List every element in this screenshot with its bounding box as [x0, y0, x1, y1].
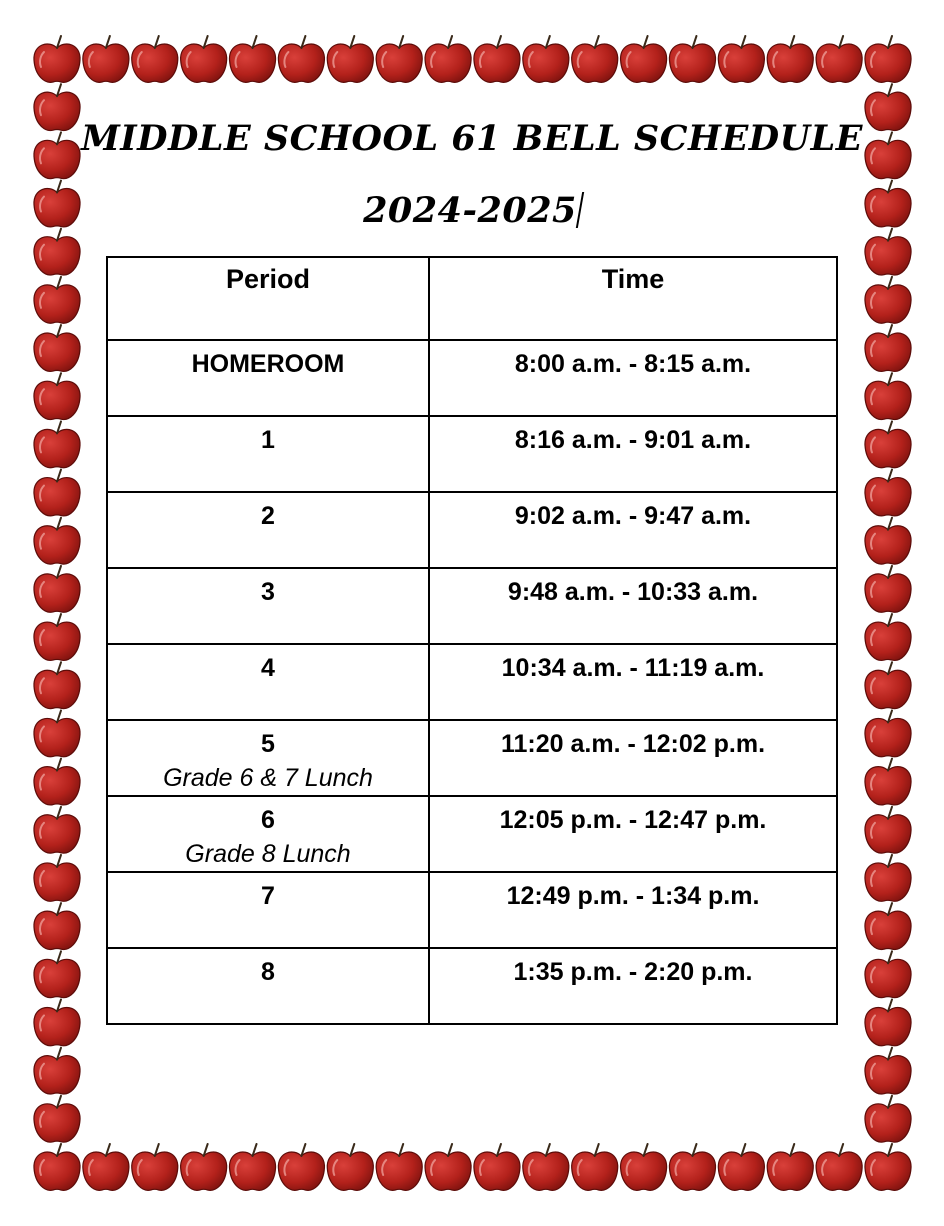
period-label: 7: [261, 882, 275, 910]
school-year: 2024-2025: [363, 190, 577, 231]
apple-icon: [865, 566, 911, 612]
period-label: 2: [261, 502, 275, 530]
apple-icon: [278, 36, 324, 82]
apple-icon: [327, 1144, 373, 1190]
table-row: [107, 492, 837, 568]
apple-icon: [132, 36, 178, 82]
time-cell: 9:02 a.m. - 9:47 a.m.: [429, 492, 837, 568]
apple-icon: [865, 1048, 911, 1094]
apple-icon: [816, 36, 862, 82]
period-cell: [107, 872, 429, 948]
text-cursor: [576, 192, 584, 228]
apple-icon: [865, 903, 911, 949]
period-label: 6: [261, 806, 275, 834]
apple-icon: [718, 36, 764, 82]
apple-icon: [34, 903, 80, 949]
apple-icon: [34, 710, 80, 756]
apple-icon: [34, 855, 80, 901]
apple-icon: [865, 421, 911, 467]
apple-icon: [34, 999, 80, 1045]
apple-icon: [474, 1144, 520, 1190]
period-label: 3: [261, 578, 275, 606]
apple-icon: [523, 36, 569, 82]
time-cell: 9:48 a.m. - 10:33 a.m.: [429, 568, 837, 644]
apple-icon: [865, 373, 911, 419]
apple-icon: [865, 807, 911, 853]
apple-icon: [34, 325, 80, 371]
apple-icon: [865, 325, 911, 371]
apple-icon: [816, 1144, 862, 1190]
period-column-header: Period: [107, 257, 429, 340]
apple-icon: [865, 36, 911, 82]
apple-icon: [34, 1048, 80, 1094]
apple-icon: [229, 36, 275, 82]
table-row: [107, 340, 837, 416]
period-label: 4: [261, 654, 275, 682]
table-row: [107, 568, 837, 644]
time-cell: 8:16 a.m. - 9:01 a.m.: [429, 416, 837, 492]
page-title: MIDDLE SCHOOL 61 BELL SCHEDULE: [81, 118, 863, 159]
lunch-note: Grade 8 Lunch: [185, 840, 351, 868]
apple-icon: [718, 1144, 764, 1190]
apple-icon: [132, 1144, 178, 1190]
period-label: 1: [261, 426, 275, 454]
apple-icon: [621, 1144, 667, 1190]
apple-icon: [767, 36, 813, 82]
apple-icon: [865, 1144, 911, 1190]
period-cell: [107, 720, 429, 796]
apple-icon: [34, 421, 80, 467]
apple-icon: [34, 1144, 80, 1190]
apple-icon: [865, 951, 911, 997]
apple-icon: [181, 1144, 227, 1190]
apple-icon: [34, 277, 80, 323]
apple-icon: [34, 373, 80, 419]
apple-icon: [425, 36, 471, 82]
time-cell: 10:34 a.m. - 11:19 a.m.: [429, 644, 837, 720]
period-cell: [107, 644, 429, 720]
apple-icon: [34, 566, 80, 612]
apple-icon: [865, 614, 911, 660]
apple-icon: [865, 1096, 911, 1142]
apple-icon: [376, 36, 422, 82]
apple-icon: [865, 229, 911, 275]
apple-icon: [621, 36, 667, 82]
apple-icon: [83, 36, 129, 82]
apple-icon: [34, 951, 80, 997]
time-cell: 11:20 a.m. - 12:02 p.m.: [429, 720, 837, 796]
table-row: [107, 416, 837, 492]
period-label: HOMEROOM: [191, 350, 345, 378]
table-header-row: [107, 257, 837, 340]
apple-icon: [278, 1144, 324, 1190]
table-row: [107, 644, 837, 720]
apple-icon: [229, 1144, 275, 1190]
period-label: 5: [261, 730, 275, 758]
apple-icon: [425, 1144, 471, 1190]
period-cell: [107, 948, 429, 1024]
apple-icon: [865, 999, 911, 1045]
apple-icon: [34, 518, 80, 564]
time-column-header: Time: [429, 257, 837, 340]
apple-icon: [327, 36, 373, 82]
apple-icon: [34, 662, 80, 708]
table-row: [107, 796, 837, 872]
apple-icon: [865, 277, 911, 323]
apple-icon: [865, 710, 911, 756]
time-cell: 12:05 p.m. - 12:47 p.m.: [429, 796, 837, 872]
apple-icon: [34, 807, 80, 853]
period-cell: [107, 340, 429, 416]
period-cell: [107, 568, 429, 644]
school-year-title: [0, 190, 944, 231]
apple-icon: [34, 229, 80, 275]
apple-icon: [865, 855, 911, 901]
period-cell: [107, 796, 429, 872]
apple-icon: [669, 36, 715, 82]
period-cell: [107, 492, 429, 568]
apple-icon: [474, 36, 520, 82]
bell-schedule-table: [106, 256, 838, 1025]
table-row: [107, 872, 837, 948]
apple-icon: [34, 36, 80, 82]
apple-icon: [181, 36, 227, 82]
apple-icon: [865, 470, 911, 516]
period-cell: [107, 416, 429, 492]
table-row: [107, 720, 837, 796]
apple-icon: [865, 759, 911, 805]
apple-icon: [34, 614, 80, 660]
apple-icon: [34, 470, 80, 516]
time-cell: 1:35 p.m. - 2:20 p.m.: [429, 948, 837, 1024]
apple-icon: [34, 1096, 80, 1142]
time-cell: 8:00 a.m. - 8:15 a.m.: [429, 340, 837, 416]
apple-icon: [376, 1144, 422, 1190]
apple-icon: [523, 1144, 569, 1190]
apple-icon: [865, 518, 911, 564]
apple-icon: [83, 1144, 129, 1190]
apple-icon: [572, 36, 618, 82]
time-cell: 12:49 p.m. - 1:34 p.m.: [429, 872, 837, 948]
apple-icon: [34, 759, 80, 805]
apple-icon: [767, 1144, 813, 1190]
period-label: 8: [261, 958, 275, 986]
lunch-note: Grade 6 & 7 Lunch: [163, 764, 373, 792]
apple-icon: [865, 662, 911, 708]
apple-icon: [669, 1144, 715, 1190]
apple-icon: [572, 1144, 618, 1190]
table-row: [107, 948, 837, 1024]
